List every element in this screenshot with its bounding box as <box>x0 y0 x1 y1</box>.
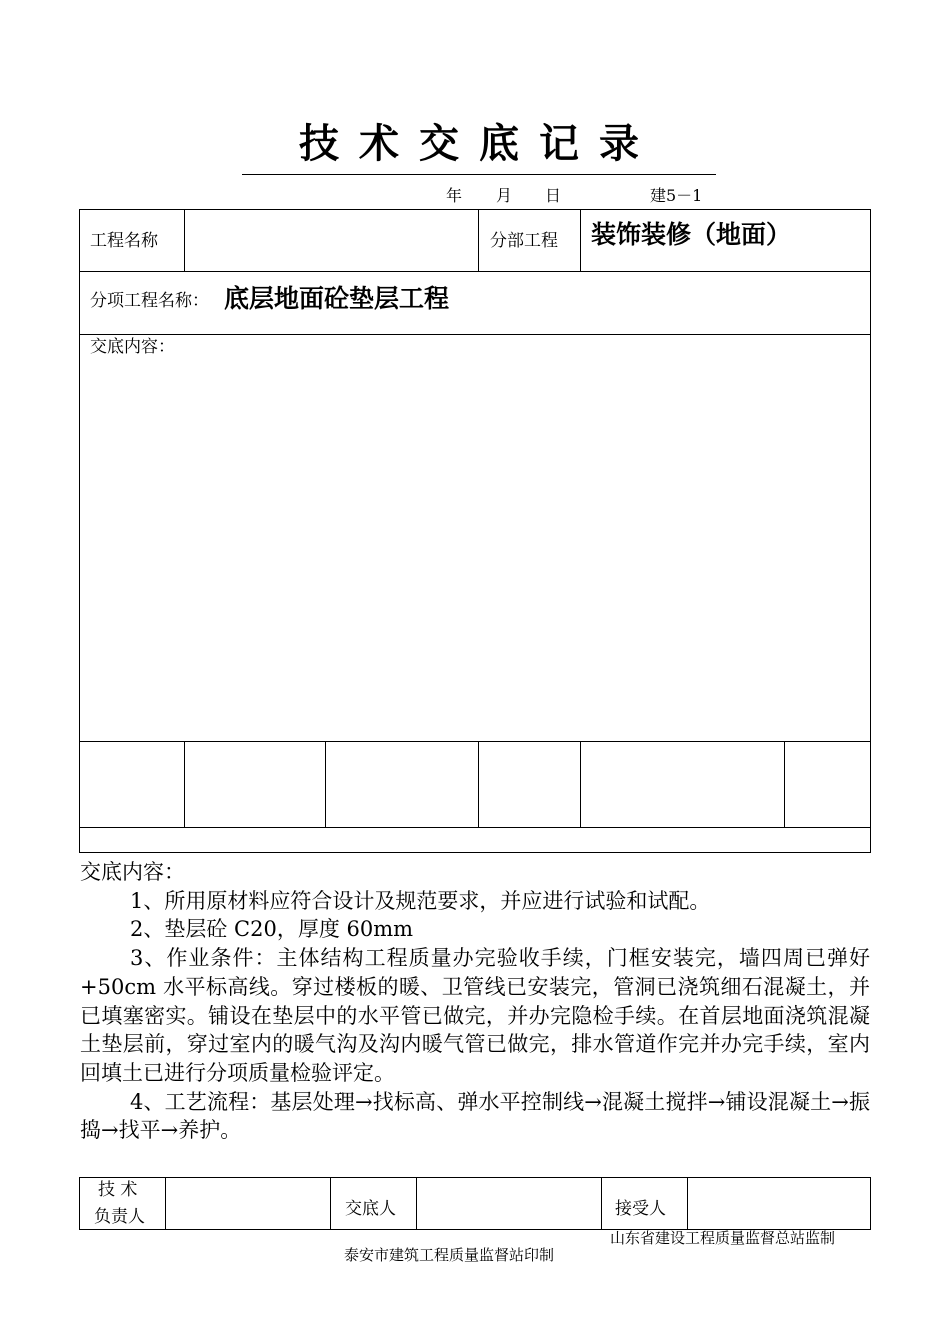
tech-lead-label-line2: 负责人 <box>94 1207 145 1227</box>
item-name-value: 底层地面砼垫层工程 <box>224 284 450 313</box>
tech-lead-label-line1: 技 术 <box>98 1180 138 1200</box>
signature-table-right <box>870 1177 871 1229</box>
table-col-divider <box>184 209 185 271</box>
printer-footer: 泰安市建筑工程质量监督站印制 <box>344 1246 555 1264</box>
sub-project-label: 分部工程 <box>490 231 558 251</box>
table-row-divider <box>79 334 871 335</box>
table-col-divider <box>784 741 785 827</box>
disclosure-content <box>80 858 870 1145</box>
signature-col-divider <box>601 1177 602 1229</box>
content-paragraph-4: 4、工艺流程：基层处理→找标高、弹水平控制线→混凝土搅拌→铺设混凝土→振捣→找平→养护。 <box>80 1089 870 1143</box>
signature-table-top <box>79 1177 871 1178</box>
title-underline <box>242 174 716 175</box>
table-border-right <box>870 209 871 852</box>
year-label: 年 <box>446 186 463 205</box>
signature-col-divider <box>330 1177 331 1229</box>
signature-col-divider <box>416 1177 417 1229</box>
discloser-label: 交底人 <box>345 1199 396 1219</box>
month-label: 月 <box>496 186 513 205</box>
signature-col-divider <box>165 1177 166 1229</box>
table-border-left <box>79 209 80 852</box>
content-heading: 交底内容： <box>80 860 185 884</box>
content-paragraph-1: 1、所用原材料应符合设计及规范要求，并应进行试验和试配。 <box>130 888 711 913</box>
table-col-divider <box>325 741 326 827</box>
sub-project-value: 装饰装修（地面） <box>591 220 792 249</box>
project-name-label: 工程名称 <box>90 231 158 251</box>
table-border-bottom <box>79 852 871 853</box>
signature-col-divider <box>687 1177 688 1229</box>
table-row-divider <box>79 827 871 828</box>
table-col-divider <box>478 741 479 827</box>
table-row-divider <box>79 271 871 272</box>
content-label: 交底内容： <box>90 337 175 357</box>
table-col-divider <box>580 741 581 827</box>
table-col-divider <box>184 741 185 827</box>
table-col-divider <box>580 209 581 271</box>
receiver-label: 接受人 <box>615 1199 666 1219</box>
content-paragraph-2: 2、垫层砼 C20，厚度 60mm <box>130 917 414 942</box>
item-name-label: 分项工程名称： <box>90 291 209 311</box>
document-title: 技术交底记录 <box>299 121 659 167</box>
form-code: 建5－1 <box>650 186 703 205</box>
signature-table-left <box>79 1177 80 1229</box>
day-label: 日 <box>545 186 562 205</box>
table-border-top <box>79 209 871 210</box>
table-row-divider <box>79 741 871 742</box>
supervisor-footer: 山东省建设工程质量监督总站监制 <box>610 1229 836 1247</box>
content-paragraph-3: 3、作业条件：主体结构工程质量办完验收手续，门框安装完，墙四周已弹好+50cm 水平标高线。穿过楼板的暖、卫管线已安装完，管洞已浇筑细石混凝土，并已填塞密实。铺设在垫层中的水平管已做完，并办完隐检手续。在首层地面浇筑混凝土垫层前，穿过室内的暖气沟及沟内暖气管已做完，排水管道作完并办完手续，室内回填土已进行分项质量检验评定。 <box>80 946 870 1085</box>
table-col-divider <box>478 209 479 271</box>
